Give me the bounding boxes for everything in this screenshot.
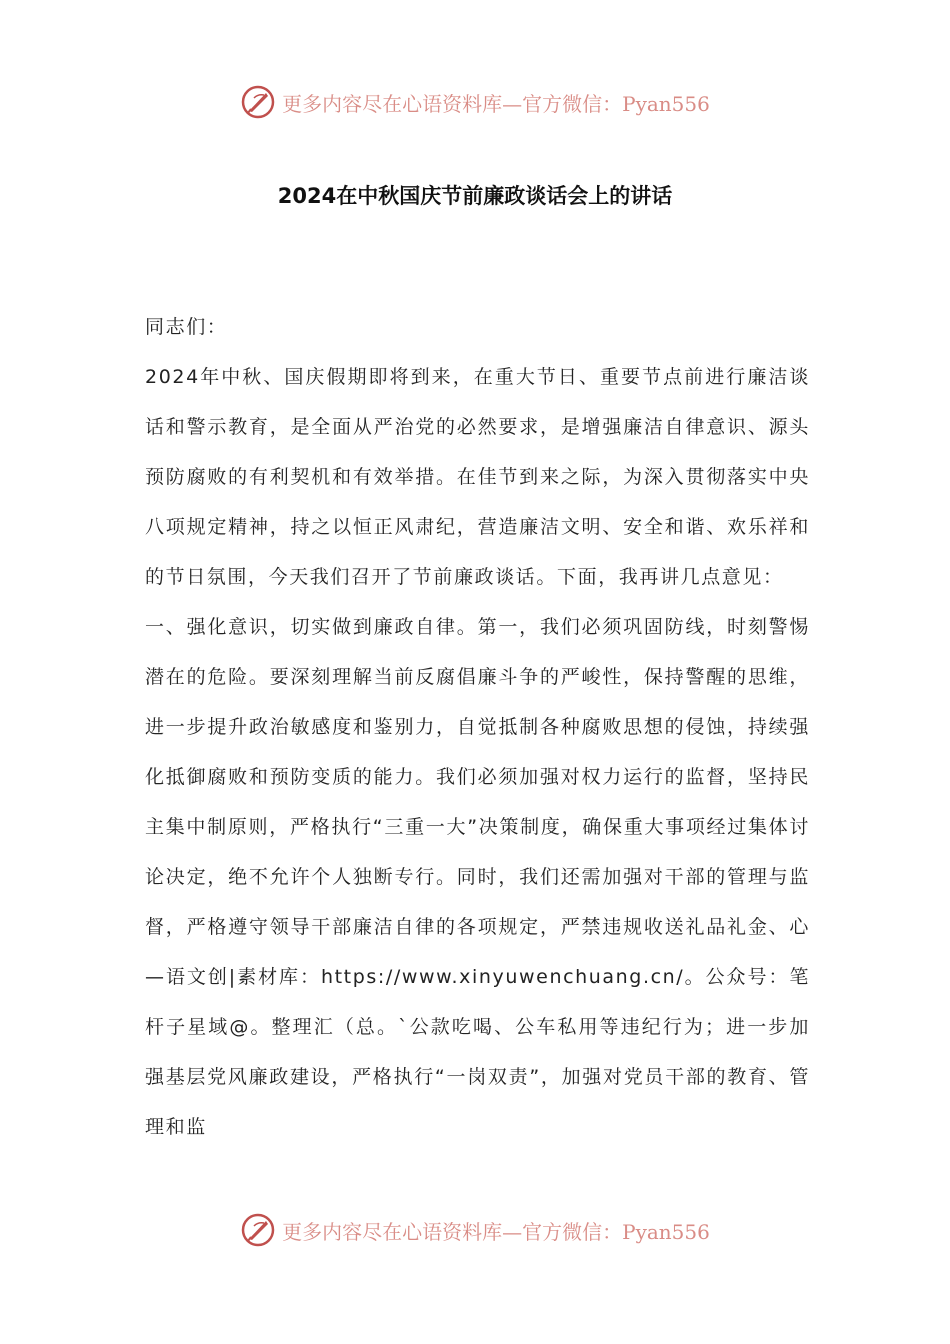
watermark-banner-top — [0, 82, 950, 122]
paragraph-2: 一、强化意识，切实做到廉政自律。第一，我们必须巩固防线，时刻警惕潜在的危险。要深刻理解当前反腐倡廉斗争的严峻性，保持警醒的思维，进一步提升政治敏感度和鉴别力，自觉抵制各种腐败思想的侵蚀，持续强化抵御腐败和预防变质的能力。我们必须加强对权力运行的监督，坚持民主集中制原则，严格执行“三重一大”决策制度，确保重大事项经过集体讨论决定，绝不允许个人独断专行。同时，我们还需加强对干部的管理与监督，严格遵守领导干部廉洁自律的各项规定，严禁违规收送礼品礼金、心—语文创|素材库：https://www.xinyuwenchuang.cn/。公众号：笔杆子星域@。整理汇（总。`公款吃喝、公车私用等违纪行为；进一步加强基层党风廉政建设，严格执行“一岗双责”，加强对党员干部的教育、管理和监 — [145, 616, 810, 1138]
document-body — [145, 302, 810, 1152]
document-title: 2024在中秋国庆节前廉政谈话会上的讲话 — [277, 184, 673, 208]
quill-pen-logo-icon — [240, 1212, 276, 1248]
paragraph-1: 2024年中秋、国庆假期即将到来，在重大节日、重要节点前进行廉洁谈话和警示教育，是全面从严治党的必然要求，是增强廉洁自律意识、源头预防腐败的有利契机和有效举措。在佳节到来之际，为深入贯彻落实中央八项规定精神，持之以恒正风肃纪，营造廉洁文明、安全和谐、欢乐祥和的节日氛围，今天我们召开了节前廉政谈话。下面，我再讲几点意见： — [145, 366, 810, 588]
salutation: 同志们： — [145, 316, 228, 338]
quill-pen-logo-icon — [240, 84, 276, 120]
watermark-text: 更多内容尽在心语资料库—官方微信：Pyan556 — [282, 1219, 710, 1244]
watermark-banner-bottom — [0, 1210, 950, 1250]
watermark-text: 更多内容尽在心语资料库—官方微信：Pyan556 — [282, 91, 710, 116]
